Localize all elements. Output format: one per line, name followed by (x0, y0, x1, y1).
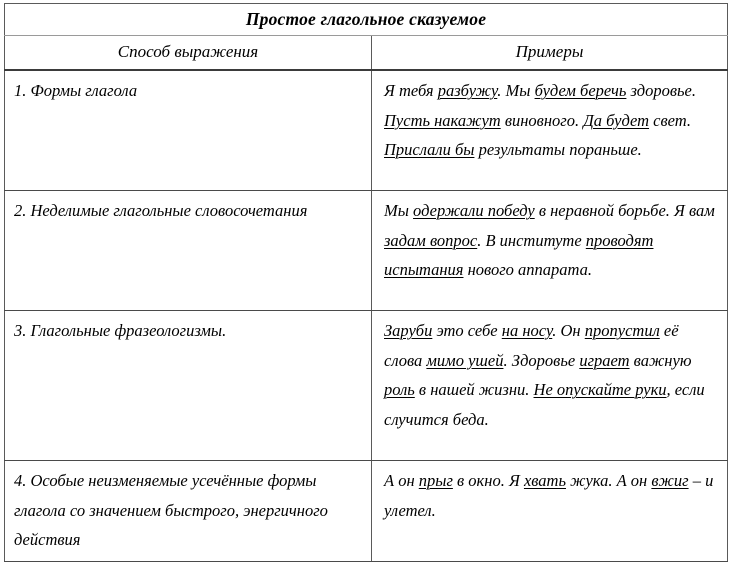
plain-text: в нашей жизни. (414, 380, 534, 399)
predicate-underline: роль (384, 380, 415, 399)
paragraph (14, 466, 361, 555)
plain-text: здоровье. (626, 81, 696, 100)
paragraph (384, 466, 719, 525)
cell-method-3 (5, 311, 372, 461)
predicate-underline: будем беречь (534, 81, 627, 100)
predicate-underline: Заруби (384, 321, 433, 340)
method-text-3 (5, 311, 371, 460)
table-title-row (5, 4, 728, 36)
predicate-underline: проводят испытания (384, 230, 654, 279)
paragraph (384, 76, 719, 165)
predicate-underline: одержали победу (413, 201, 535, 220)
plain-text: . Здоровье (503, 350, 580, 370)
predicate-underline: играет (579, 350, 630, 370)
examples-text-2 (372, 191, 727, 310)
plain-text: в неравной борьбе. Я вам (534, 201, 715, 220)
plain-text: . В институте (477, 230, 586, 250)
plain-text: нового аппарата. (463, 260, 593, 279)
paragraph (14, 76, 361, 106)
table-row (5, 461, 728, 562)
plain-text: её слова (384, 321, 679, 370)
cell-method-1 (5, 70, 372, 191)
cell-method-2 (5, 191, 372, 311)
cell-method-4 (5, 461, 372, 562)
predicate-underline: Прислали бы (384, 140, 475, 159)
predicate-underline: прыг (418, 471, 453, 490)
cell-examples-1 (372, 70, 728, 191)
table-header-row (5, 36, 728, 71)
predicate-underline: задам вопрос (384, 230, 478, 250)
cell-examples-3 (372, 311, 728, 461)
column-header-examples-label: Примеры (515, 42, 584, 61)
plain-text: . Мы (497, 81, 535, 100)
plain-text: Мы (384, 201, 414, 220)
paragraph (14, 196, 361, 226)
plain-text: свет. (649, 110, 691, 130)
page-title: Простое глагольное сказуемое (245, 9, 487, 29)
cell-examples-4 (372, 461, 728, 562)
column-header-method (5, 36, 372, 71)
method-text-1 (5, 71, 371, 190)
predicate-underline: вжиг (651, 471, 689, 490)
paragraph (384, 196, 719, 285)
plain-text: важную (629, 350, 692, 370)
predicate-underline: Да будет (583, 110, 650, 130)
table-row (5, 70, 728, 191)
predicate-underline: разбужу (437, 81, 498, 100)
plain-text: , если случится беда. (384, 380, 705, 429)
paragraph (14, 316, 361, 346)
predicate-underline: мимо ушей (426, 350, 504, 370)
plain-text: результаты пораньше. (474, 140, 642, 159)
plain-text: 4. Особые неизменяемые усечённые формы глагола со значением быстрого, энергичного действия (14, 471, 328, 549)
table-row (5, 191, 728, 311)
cell-examples-2 (372, 191, 728, 311)
method-text-2 (5, 191, 371, 310)
predicate-underline: Не опускайте руки (533, 380, 667, 399)
plain-text: это себе (432, 321, 502, 340)
predicate-underline: на носу (501, 321, 553, 340)
predicate-underline: хвать (523, 471, 566, 490)
plain-text: – и улетел. (384, 471, 714, 520)
paragraph (384, 316, 719, 434)
method-text-4 (5, 461, 371, 561)
plain-text: в окно. Я (452, 471, 524, 490)
examples-text-1 (372, 71, 727, 190)
predicate-underline: пропустил (584, 321, 660, 340)
plain-text: А он (384, 471, 419, 490)
plain-text: жука. А он (566, 471, 652, 490)
column-header-examples (372, 36, 728, 71)
table-title-cell (5, 4, 728, 36)
predicate-underline: Пусть накажут (384, 110, 501, 130)
plain-text: 1. Формы глагола (14, 81, 138, 100)
column-header-method-label: Способ выражения (117, 42, 259, 61)
examples-text-4 (372, 461, 727, 552)
plain-text: 2. Неделимые глагольные словосочетания (14, 201, 308, 220)
table-row (5, 311, 728, 461)
plain-text: Я тебя (384, 81, 438, 100)
simple-verbal-predicate-table (4, 3, 728, 562)
plain-text: виновного. (500, 110, 584, 130)
plain-text: 3. Глагольные фразеологизмы. (14, 321, 227, 340)
table-body (5, 4, 728, 562)
plain-text: . Он (552, 321, 585, 340)
grammar-table-container (4, 3, 727, 562)
examples-text-3 (372, 311, 727, 460)
